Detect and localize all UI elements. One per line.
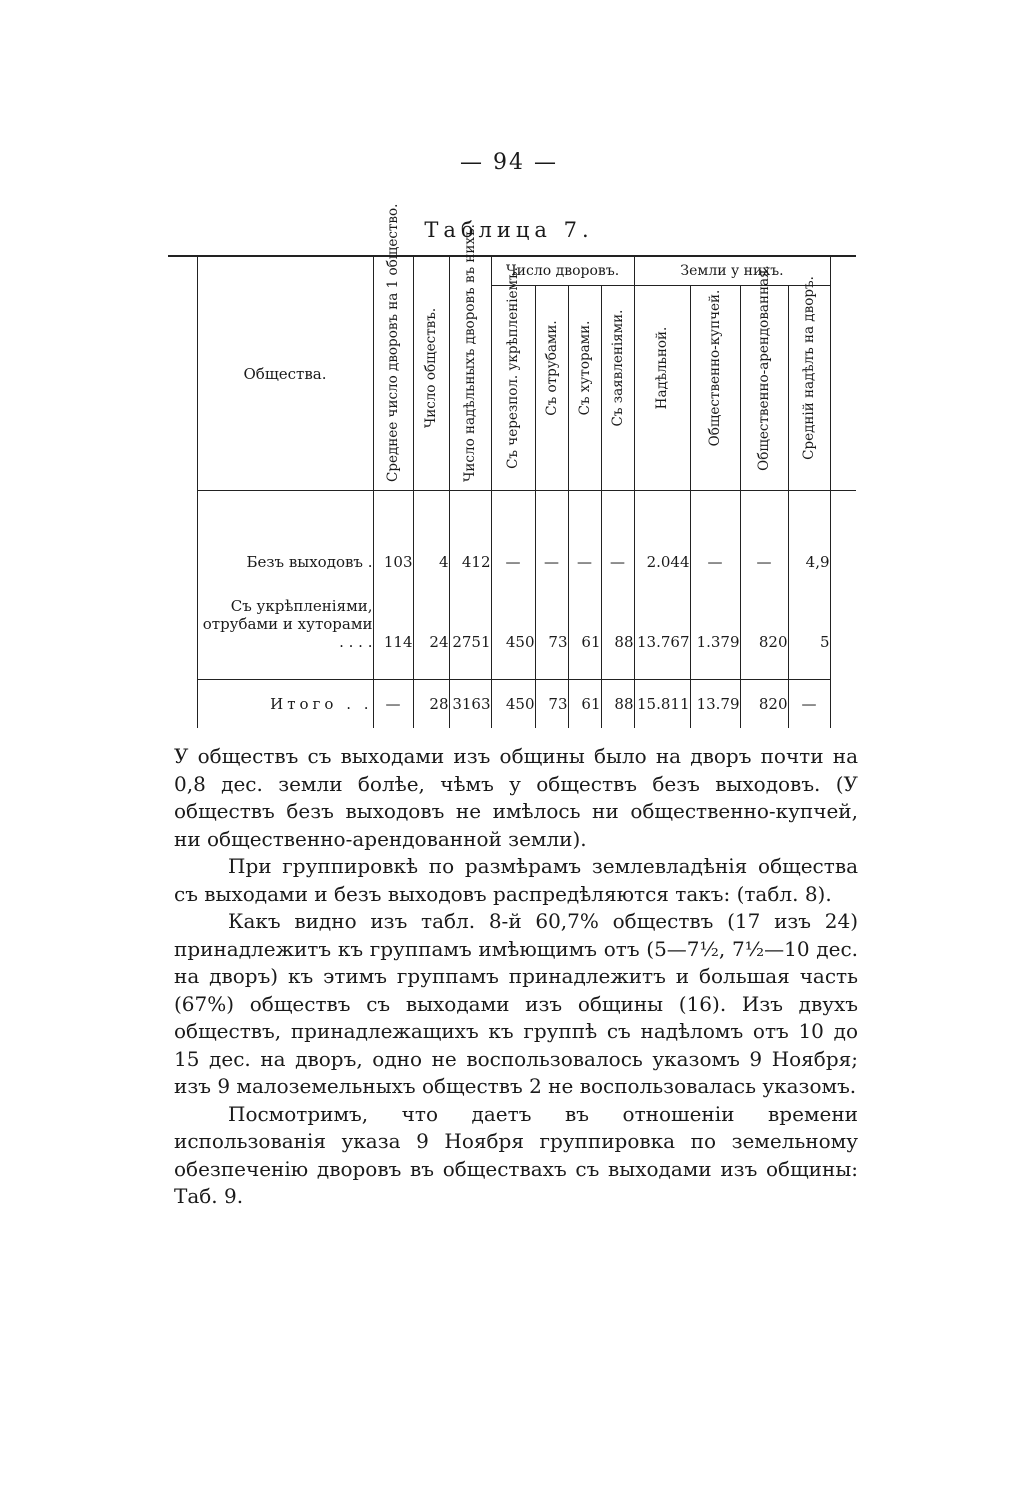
cell: 1.379 [690, 571, 740, 655]
header-khutor: Съ хуторами. [568, 286, 601, 491]
left-margin-cell [168, 256, 197, 491]
paragraph: Какъ видно изъ табл. 8-й 60,7% обществъ (17 изъ 24) принадлежитъ къ группамъ имѣющимъ отъ (5—7½, 7½—10 дес. на дворъ) къ этимъ группамъ принадлежитъ и большая часть (67%) обществъ съ выходами изъ общины (16). Изъ двухъ обществъ, принадлежащихъ къ группѣ съ надѣломъ отъ 10 до 15 дес. на дворъ, одно не воспользовалось указомъ 9 Ноября; изъ 9 малоземельныхъ обществъ 2 не воспользовалась указомъ. [174, 909, 858, 1098]
cell: 73 [535, 680, 568, 729]
cell: 3163 [449, 680, 491, 729]
row-name: Съ укрѣпленіями, отрубами и хуторами . . . . [197, 571, 373, 655]
cell: 2751 [449, 571, 491, 655]
cell: 88 [601, 571, 634, 655]
cell: 4,9 [788, 535, 830, 571]
cell: 412 [449, 535, 491, 571]
cell: 5 [788, 571, 830, 655]
header-group-land: Земли у нихъ. [634, 256, 830, 286]
table-row [168, 571, 856, 655]
cell: — [690, 535, 740, 571]
cell: — [491, 535, 535, 571]
header-otrub: Съ отрубами. [535, 286, 568, 491]
paragraph: Посмотримъ, что даетъ въ отношеніи времени использованія указа 9 Ноября группировка по земельному обезпеченію дворовъ въ обществахъ съ выходами изъ общины: Таб. 9. [174, 1101, 858, 1208]
header-land-rented: Общественно-арендованная. [740, 286, 788, 491]
cell: 15.811 [634, 680, 690, 729]
header-group-households: Число дворовъ. [491, 256, 634, 286]
paragraph: У обществъ съ выходами изъ общины было на дворъ почти на 0,8 дес. земли болѣе, чѣмъ у обществъ безъ выходовъ. (У обществъ безъ выходовъ не имѣлось ни общественно-купчей, ни общественно-арендованной земли). [174, 744, 858, 851]
cell: 88 [601, 680, 634, 729]
cell: — [740, 535, 788, 571]
header-land-allotment: Надѣльной. [634, 286, 690, 491]
cell: 61 [568, 571, 601, 655]
table-title: Таблица 7. [424, 218, 594, 242]
cell: 820 [740, 571, 788, 655]
cell: 4 [413, 535, 449, 571]
header-land-purchased: Общественно-купчей. [690, 286, 740, 491]
page-number: — 94 — [460, 150, 558, 175]
header-name: Общества. [197, 256, 373, 491]
header-applied: Съ заявленіями. [601, 286, 634, 491]
cell: 13.767 [634, 571, 690, 655]
header-strip: Съ черезпол. укрѣпленіемъ. [491, 286, 535, 491]
cell: 820 [740, 680, 788, 729]
total-row [168, 680, 856, 729]
cell: 28 [413, 680, 449, 729]
row-name: Безъ выходовъ . [197, 535, 373, 571]
header-avg-households: Среднее число дворовъ на 1 общество. [373, 256, 413, 491]
paragraph: При группировкѣ по размѣрамъ землевладѣнія общества съ выходами и безъ выходовъ распредѣляются такъ: (табл. 8). [174, 854, 858, 906]
body-text [174, 743, 858, 1211]
cell: — [788, 680, 830, 729]
header-num-societies: Число обществъ. [413, 256, 449, 491]
header-land-avg: Средній надѣлъ на дворъ. [788, 286, 830, 491]
table-row [168, 535, 856, 571]
cell: 61 [568, 680, 601, 729]
cell: 103 [373, 535, 413, 571]
cell: — [535, 535, 568, 571]
right-margin-cell [830, 256, 856, 491]
cell: 450 [491, 571, 535, 655]
total-label: Итого . . [197, 680, 373, 729]
cell: — [373, 680, 413, 729]
cell: — [601, 535, 634, 571]
cell: 13.79 [690, 680, 740, 729]
header-allotment-households: Число надѣльныхъ дворовъ въ нихъ. [449, 256, 491, 491]
cell: 2.044 [634, 535, 690, 571]
cell: — [568, 535, 601, 571]
cell: 450 [491, 680, 535, 729]
cell: 24 [413, 571, 449, 655]
cell: 114 [373, 571, 413, 655]
cell: 73 [535, 571, 568, 655]
